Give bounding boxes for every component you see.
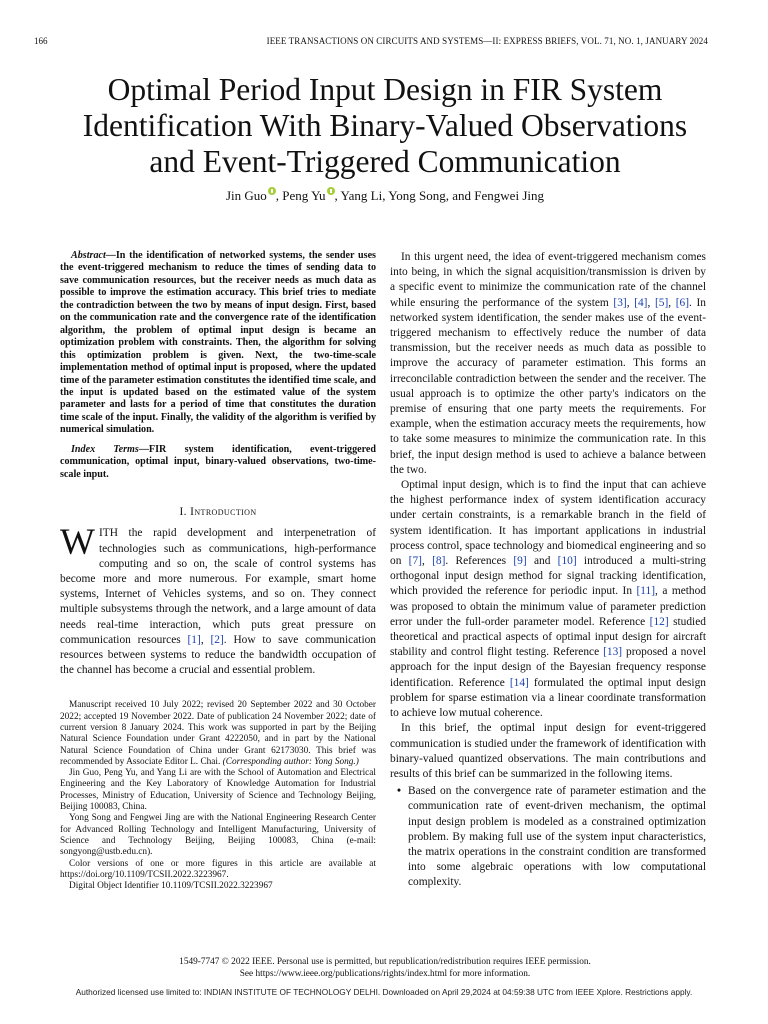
title-line-3: and Event-Triggered Communication [149, 144, 621, 179]
separator-text: , [647, 296, 655, 309]
citation-link[interactable]: [9] [513, 555, 527, 568]
running-header: IEEE TRANSACTIONS ON CIRCUITS AND SYSTEMS—II: EXPRESS BRIEFS, VOL. 71, NO. 1, JANUARY 2024 [266, 36, 708, 46]
citation-link[interactable]: [6] [675, 296, 690, 309]
abstract-text: In the identification of networked systems, the sender uses the event-triggered mechanism to reduce the times of sending data to save communication resources, but the receiver needs as much data as possible to improve the estimation accuracy. This brief tries to mediate the contradiction between the two by means of input design. First, based on the communication rate and the convergence rate of the identification algorithm, the problem of optimal input design is became an optimization problem with constraints. Then, the algorithm for solving this optimization problem is given. Next, the two-time-scale implementation method of optimal input is proposed, where the updated time of the parameter estimation constitutes the identified time scale, and the input is updated based on the estimated value of the system parameter and lasts for a period of time that constitutes the duration time scale of the input. Finally, the validity of the algorithm is verified by numerical simulation. [60, 250, 376, 436]
citation-link[interactable]: [4] [634, 296, 648, 309]
page-number: 166 [34, 36, 48, 46]
bullet-marker: • [397, 785, 401, 798]
citation-link[interactable]: [13] [603, 646, 623, 659]
paragraph-text: , a method was proposed to obtain the minimum value of parameter prediction error under the full-order parameter model. Reference [390, 585, 706, 628]
paper-title [40, 72, 730, 180]
copyright-line-2: See https://www.ieee.org/publications/rights/index.html for more information. [239, 968, 531, 979]
separator-text: and [526, 555, 558, 568]
body-paragraph [390, 250, 706, 478]
right-column [390, 250, 706, 891]
bullet-text: Based on the convergence rate of parameter estimation and the communication rate of event-driven mechanism, the optimal input design problem is modeled as a constrained optimization problem. By making full use of the system input characteristics, the matrix operations in the constraint condition are transformed into some algebraic operations with low computational complexity. [408, 785, 706, 889]
section-number: I. [179, 506, 191, 519]
paragraph-text: ITH the rapid development and interpenetration of technologies such as communications, high-performance computing and so on, the scale of control systems has become more and more numerous. For example, smart home systems, Internet of Vehicles systems, and so on. They connect multiple subsystems through the network, and a large amount of data needs real-time interaction, which puts great pressure on communication resources [60, 527, 376, 646]
paragraph-text: formulated the optimal input design problem for sparse estimation via a linear coordinate transformation to achieve low mutual coherence. [390, 676, 706, 720]
intro-paragraph [60, 522, 376, 678]
separator-text: , [668, 296, 676, 309]
paragraph-text: . References [445, 555, 514, 568]
orcid-icon[interactable] [327, 187, 335, 195]
author-list [40, 187, 730, 204]
footnote-doi: Digital Object Identifier 10.1109/TCSII.2022.3223967 [69, 881, 273, 892]
separator-text: , [626, 296, 635, 309]
paragraph-text: introduced a multi-string orthogonal input design method for signal tracking identification, which provided the reference for periodic input. In [390, 555, 706, 598]
footnote-affiliation-1: Jin Guo, Peng Yu, and Yang Li are with the School of Automation and Electrical Engineering and the Key Laboratory of Knowledge Automation for Industrial Processes, Ministry of Education, University of Science and Technology Beijing, Beijing 100083, China. [60, 768, 376, 813]
separator-text: , [421, 555, 433, 568]
footnotes [60, 700, 376, 892]
body-paragraph: In this brief, the optimal input design for event-triggered communication is studied under the framework of identification with binary-valued quantized observations. The main contributions and results of this brief can be summarized in the following items. [390, 722, 706, 780]
drop-cap: W [60, 522, 95, 564]
index-terms-label: Index Terms [71, 443, 139, 455]
orcid-icon[interactable] [268, 187, 276, 195]
author-name: , Peng Yu [275, 188, 326, 203]
title-line-2: Identification With Binary-Valued Observations [82, 108, 688, 143]
separator-text: , [200, 633, 211, 646]
paragraph-text: Optimal input design, which is to find the input that can achieve the highest performance index of system identification accuracy under certain constraints, is a remarkable branch in the field of system identification. It has important applications in industrial process control, space technology and biomedical engineering and so on [390, 479, 706, 568]
citation-link[interactable]: [14] [509, 676, 529, 689]
footnote-affiliation-2: Yong Song and Fengwei Jing are with the National Engineering Research Center for Advanced Rolling Technology and Intelligent Manufacturing, University of Science and Technology Beijing, Beijing 100083, China (e-mail: songyong@ustb.edu.cn). [60, 813, 376, 858]
title-line-1: Optimal Period Input Design in FIR System [107, 72, 663, 107]
citation-link[interactable]: [10] [557, 555, 577, 568]
citation-link[interactable]: [11] [636, 585, 656, 598]
index-terms [60, 444, 376, 481]
author-names-rest: , Yang Li, Yong Song, and Fengwei Jing [334, 188, 544, 203]
abstract [60, 250, 376, 437]
paragraph-text: proposed a novel approach for the input design of the Bayesian frequency response identification. Reference [390, 646, 706, 689]
body-paragraph [390, 478, 706, 721]
corresponding-author-note: (Corresponding author: Yong Song.) [222, 756, 359, 767]
footnote-text: Manuscript received 10 July 2022; revised 20 September 2022 and 30 October 2022; accepted 19 November 2022. Date of publication 24 November 2022; date of current version 8 January 2024. This work was supported in part by the Beijing Natural Science Foundation under Grant 4222050, and in part by the National Natural Science Foundation of China under Grant 62173030. This brief was recommended by Associate Editor L. Chai. [60, 700, 376, 767]
section-title: Introduction [190, 506, 257, 519]
contribution-list-item [390, 784, 706, 890]
paragraph-text: studied theoretical and practical aspects of optimal input design for aircraft stability and control flight testing. Reference [390, 615, 706, 659]
section-heading-introduction [60, 505, 376, 520]
copyright-notice [40, 957, 730, 980]
paragraph-text: . How to save communication resources between systems to reduce the bandwidth occupation of the channel has become a crucial and essential problem. [60, 633, 376, 677]
citation-link[interactable]: [3] [613, 296, 627, 309]
paragraph-text: In this urgent need, the idea of event-triggered mechanism comes into being, in which the signal acquisition/transmission is driven by a specific event to minimize the communication rate of the channel while ensuring the performance of the system [390, 251, 706, 309]
citation-link[interactable]: [2] [210, 633, 224, 646]
citation-link[interactable]: [8] [432, 555, 446, 568]
footnote-color-versions: Color versions of one or more figures in this article are available at https://doi.org/10.1109/TCSII.2022.3223967. [60, 858, 376, 880]
author-name: Jin Guo [225, 188, 267, 203]
copyright-line-1: 1549-7747 © 2022 IEEE. Personal use is permitted, but republication/redistribution requires IEEE permission. [179, 957, 591, 967]
citation-link[interactable]: [7] [408, 555, 422, 568]
citation-link[interactable]: [5] [654, 296, 669, 309]
left-column [60, 250, 376, 892]
authorized-use-notice: Authorized licensed use limited to: INDIAN INSTITUTE OF TECHNOLOGY DELHI. Downloaded on April 29,2024 at 04:59:38 UTC from IEEE Xplore. Restrictions apply. [75, 987, 693, 997]
index-terms-text: —FIR system identification, event-triggered communication, optimal input, binary-valued observations, two-time-scale input. [60, 443, 376, 480]
citation-link[interactable]: [12] [649, 615, 669, 628]
footnote-manuscript [60, 700, 376, 768]
paragraph-text: . In networked system identification, the sender makes use of the event-triggered mechanism to effectively reduce the number of data transmission, but the receiver needs as much data as possible to improve the accuracy of parameter estimation. This forms an irreconcilable contradiction between the sender and the receiver. The usual approach is to optimize the other party's indicators on the premise of ensuring that one party meets the requirements. For example, when the estimation accuracy meets the requirements, how to take some measures to minimize the communication rate. In this brief, the input design method is used to achieve a balance between the two. [390, 296, 707, 476]
abstract-label: Abstract— [71, 250, 116, 261]
citation-link[interactable]: [1] [187, 633, 201, 646]
